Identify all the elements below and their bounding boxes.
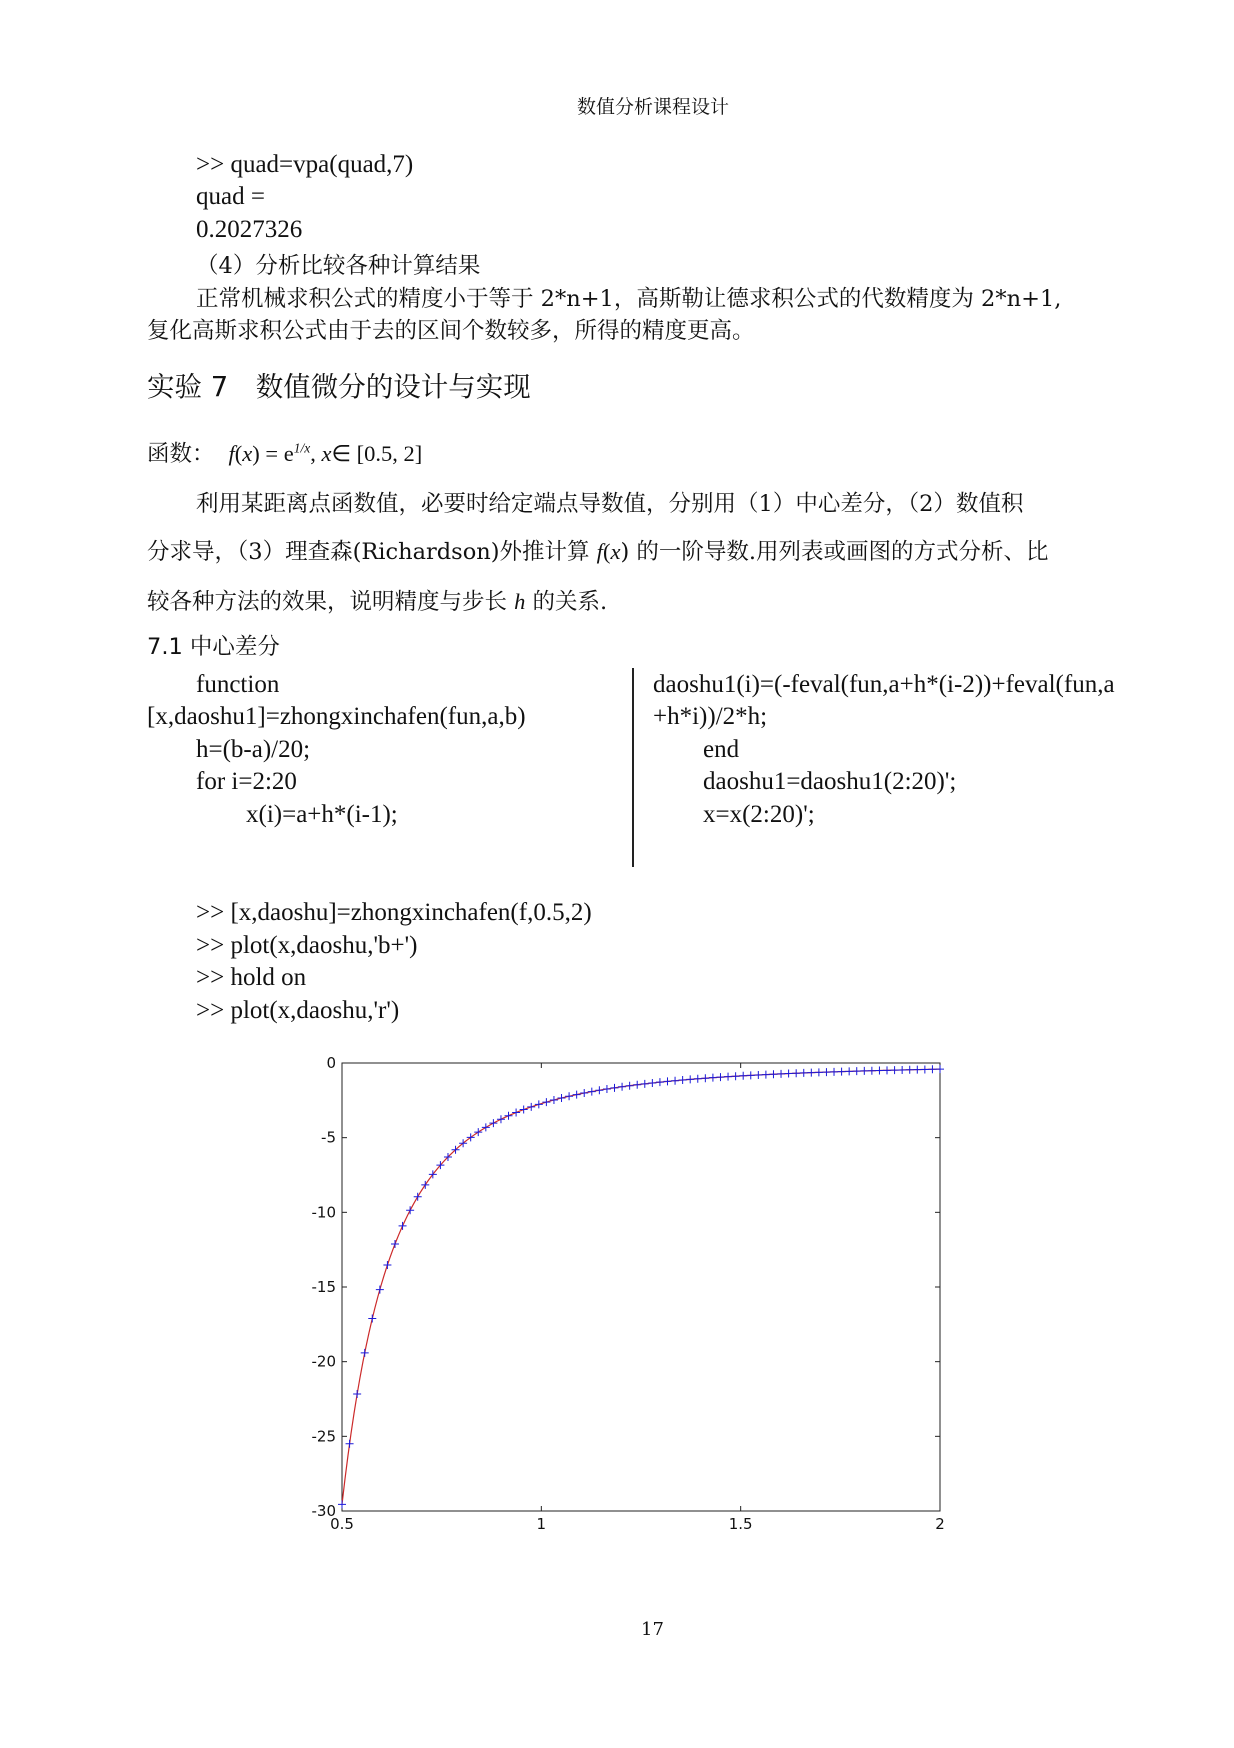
series-marker-plus	[520, 1106, 528, 1114]
x-tick-label: 1	[536, 1515, 547, 1533]
series-marker-plus	[928, 1065, 936, 1073]
paragraph-line: 复化高斯求积公式由于去的区间个数较多，所得的精度更高。	[147, 318, 755, 344]
series-marker-plus	[913, 1066, 921, 1074]
code-right-line: daoshu1(i)=(-feval(fun,a+h*(i-2))+feval(fun,a	[653, 671, 1115, 698]
series-marker-plus	[800, 1069, 808, 1077]
code-left-line: function	[196, 671, 280, 698]
function-definition: 函数： $f(x) = e^{1/x}$, x∈ [0.5, 2]	[147, 440, 423, 467]
series-marker-plus	[656, 1078, 664, 1086]
series-marker-plus	[792, 1069, 800, 1077]
series-marker-plus	[936, 1065, 944, 1073]
series-marker-plus	[762, 1071, 770, 1079]
series-marker-plus	[777, 1070, 785, 1078]
subsection-title: 7.1 中心差分	[147, 634, 280, 660]
series-marker-plus	[860, 1067, 868, 1075]
series-marker-plus	[815, 1068, 823, 1076]
series-marker-plus	[641, 1080, 649, 1088]
plot-frame	[342, 1063, 940, 1511]
series-marker-plus	[595, 1086, 603, 1094]
series-marker-plus	[769, 1070, 777, 1078]
code-line-quad: quad =	[196, 183, 265, 210]
paragraph-line: 正常机械求积公式的精度小于等于 2*n+1，高斯勒让德求积公式的代数精度为 2*n+1,	[196, 286, 1062, 312]
y-tick-label: 0	[326, 1055, 336, 1072]
subheading-analysis: （4）分析比较各种计算结果	[196, 253, 481, 279]
series-marker-plus	[663, 1077, 671, 1085]
series-marker-plus	[898, 1066, 906, 1074]
code-right-line: daoshu1=daoshu1(2:20)';	[703, 768, 957, 795]
series-marker-plus	[883, 1066, 891, 1074]
step-variable: h	[514, 589, 526, 614]
code-line-vpa: >> quad=vpa(quad,7)	[196, 151, 414, 178]
code-right-line: +h*i))/2*h;	[653, 703, 768, 730]
series-marker-plus	[368, 1315, 376, 1323]
function-separator: ,	[310, 441, 322, 466]
series-marker-plus	[921, 1065, 929, 1073]
series-marker-plus	[724, 1073, 732, 1081]
paragraph-line	[147, 584, 607, 616]
section-title: 实验 7 数值微分的设计与实现	[147, 371, 531, 403]
series-marker-plus	[716, 1073, 724, 1081]
series-marker-plus	[739, 1072, 747, 1080]
y-tick-label: -25	[311, 1427, 336, 1446]
plot-axes	[342, 1063, 940, 1511]
series-marker-plus	[679, 1076, 687, 1084]
series-marker-plus	[891, 1066, 899, 1074]
code-right-line: end	[703, 736, 740, 763]
series-marker-plus	[550, 1096, 558, 1104]
series-marker-plus	[353, 1390, 361, 1398]
series-marker-plus	[573, 1091, 581, 1099]
function-expression: ) = e	[252, 441, 294, 466]
code-left-line: for i=2:20	[196, 768, 297, 795]
derivative-plot	[300, 1055, 960, 1555]
series-marker-plus	[383, 1261, 391, 1269]
series-marker-plus	[732, 1072, 740, 1080]
paragraph-line: 分求导，（3）理查森(Richardson)外推计算 f(x) 的一阶导数.用列表或画图的方式分析、比	[147, 539, 1049, 565]
function-exponent: 1/x	[293, 440, 311, 456]
series-marker-plus	[580, 1089, 588, 1097]
series-marker-plus	[489, 1119, 497, 1127]
function-domain: ∈ [0.5, 2]	[331, 441, 423, 466]
command-line: >> hold on	[196, 964, 307, 991]
series-marker-plus	[565, 1092, 573, 1100]
series-marker-plus	[618, 1083, 626, 1091]
command-line: >> plot(x,daoshu,'b+')	[196, 932, 418, 959]
page-number: 17	[641, 1619, 664, 1640]
series-marker-plus	[853, 1067, 861, 1075]
code-left-line: h=(b-a)/20;	[196, 736, 311, 763]
series-marker-plus	[822, 1068, 830, 1076]
domain-variable: x	[321, 441, 332, 466]
series-marker-plus	[875, 1067, 883, 1075]
series-line-red	[342, 1069, 940, 1504]
x-tick-label: 0.5	[330, 1515, 354, 1533]
function-name: f	[228, 441, 235, 466]
series-marker-plus	[701, 1074, 709, 1082]
series-marker-plus	[527, 1103, 535, 1111]
series-marker-plus	[535, 1100, 543, 1108]
command-line: >> plot(x,daoshu,'r')	[196, 997, 400, 1024]
function-name: f	[596, 539, 603, 564]
paragraph-text: 的关系.	[525, 589, 608, 615]
series-marker-plus	[906, 1066, 914, 1074]
x-tick-label: 2	[935, 1515, 945, 1533]
series-marker-plus	[868, 1067, 876, 1075]
plot-ticks	[312, 1055, 945, 1533]
function-label: 函数：	[147, 441, 215, 467]
series-marker-plus	[346, 1440, 354, 1448]
function-variable: x	[610, 539, 621, 564]
series-marker-plus	[588, 1088, 596, 1096]
series-marker-plus	[512, 1108, 520, 1116]
x-tick-label: 1.5	[728, 1515, 753, 1533]
function-variable: x	[242, 441, 253, 466]
series-marker-plus	[611, 1084, 619, 1092]
series-marker-plus	[633, 1081, 641, 1089]
series-marker-plus	[830, 1068, 838, 1076]
series-marker-plus	[626, 1082, 634, 1090]
page-header: 数值分析课程设计	[577, 96, 730, 118]
column-divider	[632, 668, 634, 867]
series-marker-plus	[558, 1094, 566, 1102]
series-marker-plus	[845, 1067, 853, 1075]
series-marker-plus	[694, 1075, 702, 1083]
command-line: >> [x,daoshu]=zhongxinchafen(f,0.5,2)	[196, 899, 592, 926]
series-marker-plus	[497, 1115, 505, 1123]
series-marker-plus	[754, 1071, 762, 1079]
y-tick-label: -10	[311, 1203, 336, 1222]
series-marker-plus	[505, 1112, 513, 1120]
series-marker-plus	[648, 1079, 656, 1087]
series-marker-plus	[421, 1181, 429, 1189]
code-line-result: 0.2027326	[196, 216, 303, 243]
series-marker-plus	[542, 1098, 550, 1106]
series-marker-plus	[391, 1240, 399, 1248]
code-left-line: [x,daoshu1]=zhongxinchafen(fun,a,b)	[147, 703, 526, 730]
series-marker-plus	[785, 1070, 793, 1078]
y-tick-label: -15	[311, 1278, 336, 1296]
paragraph-line: 利用某距离点函数值，必要时给定端点导数值，分别用（1）中心差分，（2）数值积	[196, 491, 1024, 517]
series-marker-plus	[376, 1286, 384, 1294]
plot-series	[338, 1065, 944, 1508]
series-marker-plus	[838, 1068, 846, 1076]
paragraph-text: ) 的一阶导数.用列表或画图的方式分析、比	[620, 539, 1049, 565]
paragraph-text: 较各种方法的效果，说明精度与步长	[147, 589, 515, 615]
paragraph-text: 分求导，（3）理查森(Richardson)外推计算	[147, 539, 597, 565]
series-marker-plus	[414, 1193, 422, 1201]
series-marker-plus	[338, 1500, 346, 1508]
series-marker-plus	[807, 1069, 815, 1077]
series-marker-plus	[361, 1349, 369, 1357]
series-marker-plus	[747, 1071, 755, 1079]
series-marker-plus	[482, 1123, 490, 1131]
series-marker-plus	[603, 1085, 611, 1093]
series-marker-plus	[399, 1222, 407, 1230]
y-tick-label: -30	[311, 1502, 336, 1520]
series-marker-plus	[686, 1075, 694, 1083]
code-left-line: x(i)=a+h*(i-1);	[246, 801, 398, 828]
series-marker-plus	[406, 1206, 414, 1214]
y-tick-label: -5	[321, 1128, 336, 1147]
y-tick-label: -20	[311, 1352, 336, 1371]
series-marker-plus	[474, 1128, 482, 1136]
series-marker-plus	[671, 1077, 679, 1085]
series-marker-plus	[709, 1074, 717, 1082]
code-right-line: x=x(2:20)';	[703, 801, 815, 828]
